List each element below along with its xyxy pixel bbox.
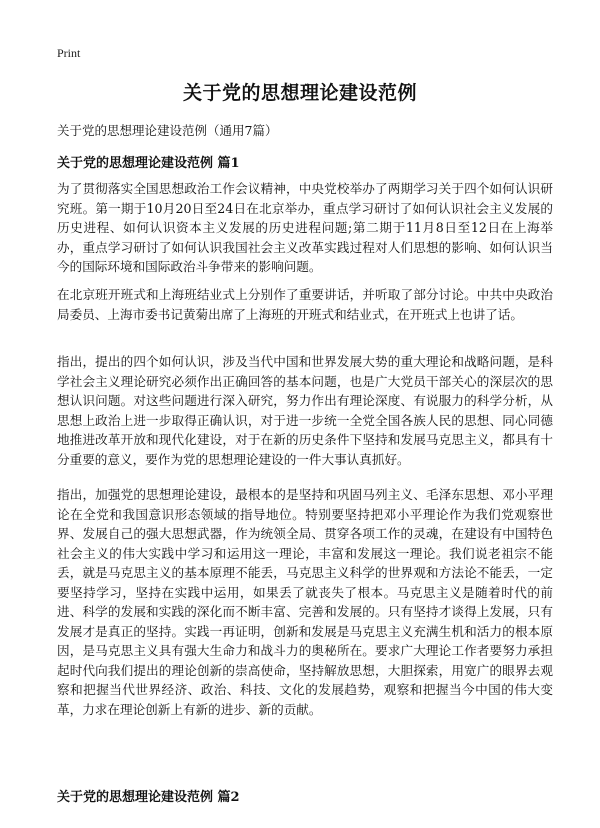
- paragraph-1: 为了贯彻落实全国思想政治工作会议精神，中央党校举办了两期学习关于四个如何认识研究班。第一期于10月20日至24日在北京举办，重点学习研讨了如何认识社会主义发展的历史进程、如何认识资本主义发展的历史进程问题;第二期于11月8日至12日在上海举办，重点学习研讨了如何认识我国社会主义改革实践过程对人们思想的影响、如何认识当今的国际环境和国际政治斗争带来的影响问题。: [57, 181, 553, 274]
- document-title: 关于党的思想理论建设范例: [182, 82, 417, 104]
- paragraph-2: 在北京班开班式和上海班结业式上分别作了重要讲话，并听取了部分讨论。中共中央政治局委员、上海市委书记黄菊出席了上海班的开班式和结业式，在开班式上也讲了话。: [57, 287, 553, 322]
- section-heading-2: 关于党的思想理论建设范例 篇2: [57, 790, 240, 805]
- document-subtitle: 关于党的思想理论建设范例（通用7篇）: [57, 123, 278, 138]
- paragraph-4: 指出，加强党的思想理论建设，最根本的是坚持和巩固马列主义、毛泽东思想、邓小平理论在全党和我国意识形态领域的指导地位。特别要坚持把邓小平理论作为我们党观察世界、发展自己的强大思想武器，作为统领全局、贯穿各项工作的灵魂，在建设有中国特色社会主义的伟大实践中学习和运用这一理论，丰富和发展这一理论。我们说老祖宗不能丢，就是马克思主义的基本原理不能丢，马克思主义科学的世界观和方法论不能丢，一定要坚持学习，坚持在实践中运用，如果丢了就丧失了根本。马克思主义是随着时代的前进、科学的发展和实践的深化而不断丰富、完善和发展的。只有坚持才谈得上发展，只有发展才是真正的坚持。实践一再证明，创新和发展是马克思主义充满生机和活力的根本原因，是马克思主义具有强大生命力和战斗力的奥秘所在。要求广大理论工作者要努力承担起时代向我们提出的理论创新的崇高使命，坚持解放思想，大胆探索，用宽广的眼界去观察和把握当代世界经济、政治、科技、文化的发展趋势，观察和把握当今中国的伟大变革，力求在理论创新上有新的进步、新的贡献。: [57, 487, 553, 717]
- paragraph-3: 指出，提出的四个如何认识，涉及当代中国和世界发展大势的重大理论和战略问题，是科学社会主义理论研究必须作出正确回答的基本问题，也是广大党员干部关心的深层次的思想认识问题。对这些问题进行深入研究，努力作出有理论深度、有说服力的科学分析，从思想上政治上进一步取得正确认识，对于进一步统一全党全国各族人民的思想、同心同德地推进改革开放和现代化建设，对于在新的历史条件下坚持和发展马克思主义，都具有十分重要的意义，要作为党的思想理论建设的一件大事认真抓好。: [57, 354, 553, 467]
- print-label: Print: [57, 46, 81, 60]
- section-heading-1: 关于党的思想理论建设范例 篇1: [57, 156, 240, 171]
